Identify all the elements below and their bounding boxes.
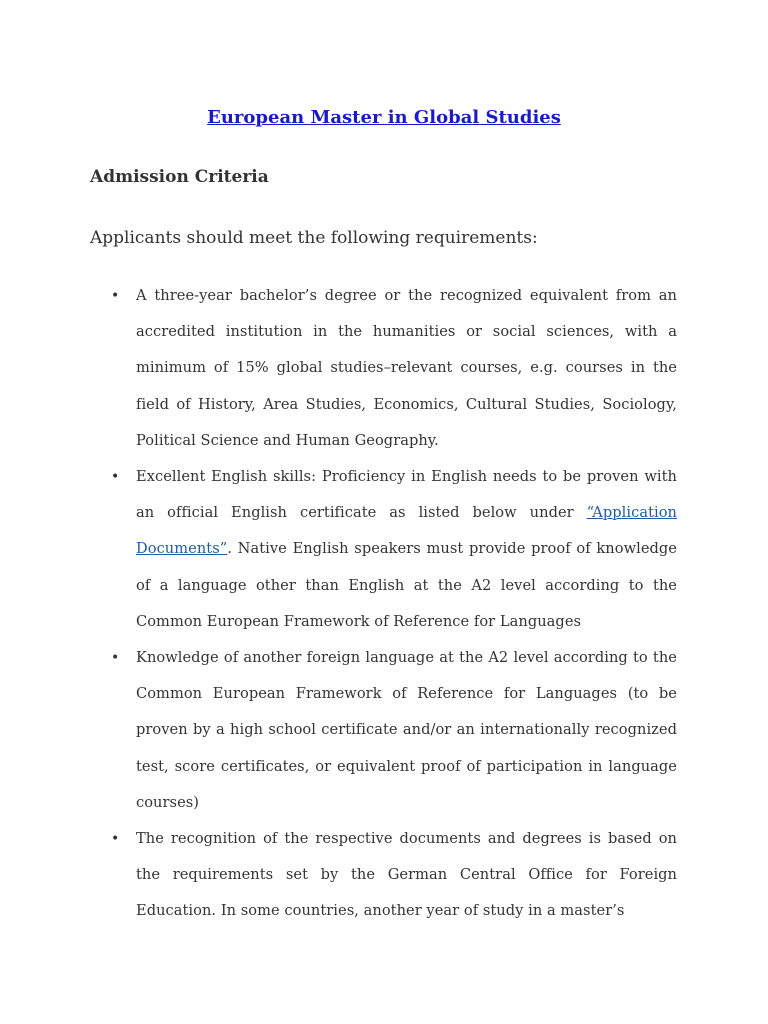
requirement-text-part: . Native English speakers must provide proof of knowledge of a language other than English at the A2 level according to the Common European Framework of Reference for Languages [136, 540, 677, 630]
requirement-text: Knowledge of another foreign language at the A2 level according to the Common European Framework of Reference for Languages (to be proven by a high school certificate and/or an internationally recognized test, score certificates, or equivalent proof of participation in language courses) [136, 649, 677, 811]
bullet-icon: • [111, 650, 120, 667]
section-heading: Admission Criteria [90, 167, 269, 187]
bullet-icon: • [111, 288, 120, 304]
list-item-foreign-language [0, 640, 768, 821]
bullet-icon: • [111, 469, 120, 486]
requirement-text: The recognition of the respective documents and degrees is based on the requirements set by the German Central Office for Foreign Education. In some countries, another year of study in a master’s [136, 830, 677, 920]
title-link[interactable]: European Master in Global Studies [207, 107, 561, 128]
list-item-degree [0, 278, 768, 459]
page-title [0, 104, 768, 132]
bullet-icon: • [111, 831, 120, 848]
intro-text: Applicants should meet the following requirements: [90, 228, 538, 248]
requirement-text [136, 459, 677, 640]
list-item-english [0, 459, 768, 640]
requirements-list [0, 278, 768, 930]
requirement-text-part: Excellent English skills: Proficiency in English needs to be proven with an official English certificate as listed below under [136, 468, 677, 522]
application-documents-link[interactable]: “Application Documents” [136, 504, 677, 558]
list-item-recognition [0, 821, 768, 930]
requirement-text: A three-year bachelor’s degree or the recognized equivalent from an accredited institution in the humanities or social sciences, with a minimum of 15% global studies–relevant courses, e.g. courses in the field of History, Area Studies, Economics, Cultural Studies, Sociology, Political Science and Human Geography. [136, 287, 677, 449]
